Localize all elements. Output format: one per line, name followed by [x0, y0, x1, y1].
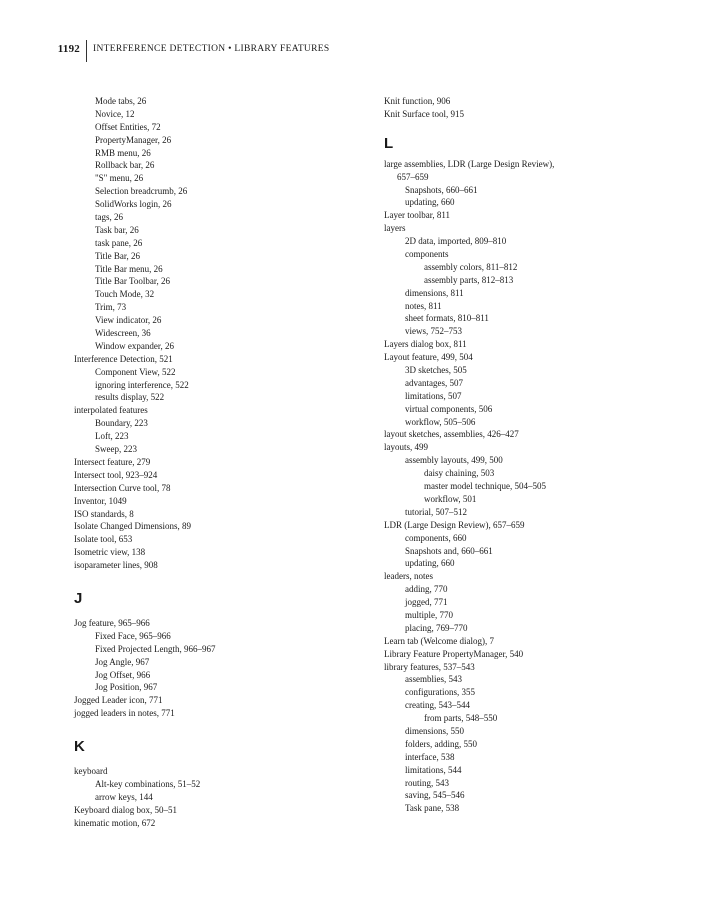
index-entry: Inventor, 1049	[74, 495, 127, 506]
index-entry: creating, 543–544	[405, 700, 470, 711]
index-entry: dimensions, 811	[405, 287, 464, 298]
index-entry: updating, 660	[405, 558, 455, 569]
index-entry: Task pane, 538	[405, 803, 460, 814]
index-entry: isoparameter lines, 908	[74, 560, 158, 571]
index-entry: sheet formats, 810–811	[405, 313, 489, 324]
index-entry: Layer toolbar, 811	[384, 210, 451, 221]
index-entry: Window expander, 26	[95, 340, 175, 351]
index-entry: Jog feature, 965–966	[74, 617, 150, 628]
index-entry: dimensions, 550	[405, 725, 465, 736]
index-entry: 3D sketches, 505	[405, 365, 467, 376]
index-entry: adding, 770	[405, 584, 448, 595]
index-entry: virtual components, 506	[405, 403, 493, 414]
index-entry: Library Feature PropertyManager, 540	[384, 648, 524, 659]
index-entry: components, 660	[405, 532, 467, 543]
index-column-left	[74, 95, 384, 830]
index-entry: 2D data, imported, 809–810	[405, 236, 507, 247]
index-entry: results display, 522	[95, 392, 165, 403]
index-entry: ignoring interference, 522	[95, 379, 189, 390]
index-entry: assembly parts, 812–813	[424, 274, 514, 285]
section-letter-k: K	[74, 738, 85, 756]
index-entry: Novice, 12	[95, 108, 135, 119]
index-entry: Fixed Face, 965–966	[95, 630, 171, 641]
index-entry: Trim, 73	[95, 302, 127, 313]
index-entry: Rollback bar, 26	[95, 160, 155, 171]
index-entry: task pane, 26	[95, 237, 143, 248]
index-entry: workflow, 501	[424, 493, 477, 504]
index-entry: SolidWorks login, 26	[95, 199, 172, 210]
index-entry: Touch Mode, 32	[95, 289, 155, 300]
index-entry: Loft, 223	[95, 431, 129, 442]
index-entry: Title Bar Toolbar, 26	[95, 276, 171, 287]
index-block-i	[74, 95, 384, 572]
index-entry: assembly colors, 811–812	[424, 261, 518, 272]
index-entry: updating, 660	[405, 197, 455, 208]
index-entry: Fixed Projected Length, 966–967	[95, 643, 216, 654]
header-divider	[86, 40, 87, 62]
index-entry: Jogged Leader icon, 771	[74, 695, 163, 706]
index-block-j	[74, 617, 384, 720]
index-entry: daisy chaining, 503	[424, 468, 495, 479]
index-entry: saving, 545–546	[405, 790, 465, 801]
index-entry: configurations, 355	[405, 687, 475, 698]
index-entry: Layout feature, 499, 504	[384, 352, 473, 363]
index-entry: Isolate tool, 653	[74, 534, 133, 545]
index-block-k	[74, 765, 384, 829]
section-letter-j: J	[74, 589, 83, 607]
index-entry: workflow, 505–506	[405, 416, 476, 427]
index-entry: Boundary, 223	[95, 418, 148, 429]
index-entry: Layers dialog box, 811	[384, 339, 467, 350]
index-entry: library features, 537–543	[384, 661, 475, 672]
index-block-l	[384, 158, 694, 815]
index-entry: Task bar, 26	[95, 224, 139, 235]
index-entry: layouts, 499	[384, 442, 428, 453]
index-entry: Offset Entities, 72	[95, 121, 161, 132]
index-entry: limitations, 507	[405, 390, 462, 401]
index-block-k-continued	[384, 95, 694, 121]
index-entry: Keyboard dialog box, 50–51	[74, 804, 177, 815]
index-entry: layout sketches, assemblies, 426–427	[384, 429, 519, 440]
index-entry: "S" menu, 26	[95, 173, 144, 184]
index-entry: 657–659	[397, 171, 429, 182]
index-entry: jogged, 771	[405, 597, 448, 608]
index-entry: Component View, 522	[95, 366, 176, 377]
index-entry: Snapshots and, 660–661	[405, 545, 493, 556]
index-entry: large assemblies, LDR (Large Design Review),	[384, 158, 555, 169]
index-entry: folders, adding, 550	[405, 738, 477, 749]
index-column-right	[384, 95, 694, 815]
index-entry: placing, 769–770	[405, 622, 468, 633]
index-entry: tutorial, 507–512	[405, 506, 467, 517]
index-entry: Intersect feature, 279	[74, 456, 151, 467]
index-entry: components	[405, 249, 449, 260]
index-entry: assembly layouts, 499, 500	[405, 455, 503, 466]
index-entry: Knit Surface tool, 915	[384, 108, 464, 119]
index-entry: Interference Detection, 521	[74, 353, 173, 364]
running-header	[34, 40, 329, 64]
index-entry: Selection breadcrumb, 26	[95, 186, 188, 197]
index-entry: leaders, notes	[384, 571, 433, 582]
page-number: 1192	[57, 43, 80, 55]
index-entry: Snapshots, 660–661	[405, 184, 478, 195]
index-entry: Alt-key combinations, 51–52	[95, 778, 201, 789]
index-entry: Jog Angle, 967	[95, 656, 150, 667]
index-entry: Isolate Changed Dimensions, 89	[74, 521, 191, 532]
index-entry: advantages, 507	[405, 377, 463, 388]
index-entry: Knit function, 906	[384, 96, 451, 106]
index-entry: Intersect tool, 923–924	[74, 469, 158, 480]
index-entry: Title Bar menu, 26	[95, 263, 163, 274]
index-entry: Jog Position, 967	[95, 682, 158, 693]
index-entry: layers	[384, 223, 406, 234]
index-entry: assemblies, 543	[405, 674, 462, 685]
index-entry: views, 752–753	[405, 326, 462, 337]
index-entry: interpolated features	[74, 405, 148, 416]
index-entry: Isometric view, 138	[74, 547, 146, 558]
running-head-title: INTERFERENCE DETECTION • LIBRARY FEATURES	[93, 44, 330, 54]
index-entry: notes, 811	[405, 300, 442, 311]
index-entry: arrow keys, 144	[95, 791, 153, 802]
index-entry: LDR (Large Design Review), 657–659	[384, 519, 525, 530]
index-entry: RMB menu, 26	[95, 147, 151, 158]
index-entry: Title Bar, 26	[95, 250, 141, 261]
index-entry: interface, 538	[405, 751, 455, 762]
index-entry: ISO standards, 8	[74, 508, 134, 519]
index-entry: kinematic motion, 672	[74, 817, 156, 828]
index-entry: Intersection Curve tool, 78	[74, 482, 171, 493]
index-entry: PropertyManager, 26	[95, 134, 172, 145]
index-entry: Jog Offset, 966	[95, 669, 151, 680]
index-entry: keyboard	[74, 766, 108, 777]
index-entry: jogged leaders in notes, 771	[74, 708, 175, 719]
index-entry: from parts, 548–550	[424, 713, 498, 724]
index-entry: multiple, 770	[405, 609, 453, 620]
index-entry: Widescreen, 36	[95, 328, 151, 339]
index-entry: routing, 543	[405, 777, 449, 788]
index-entry: master model technique, 504–505	[424, 481, 546, 492]
index-entry: tags, 26	[95, 212, 123, 223]
index-entry: Sweep, 223	[95, 444, 137, 455]
index-entry: View indicator, 26	[95, 315, 162, 326]
index-entry: Learn tab (Welcome dialog), 7	[384, 635, 494, 646]
index-entry: Mode tabs, 26	[95, 96, 147, 106]
index-entry: limitations, 544	[405, 764, 462, 775]
section-letter-l: L	[384, 134, 394, 152]
